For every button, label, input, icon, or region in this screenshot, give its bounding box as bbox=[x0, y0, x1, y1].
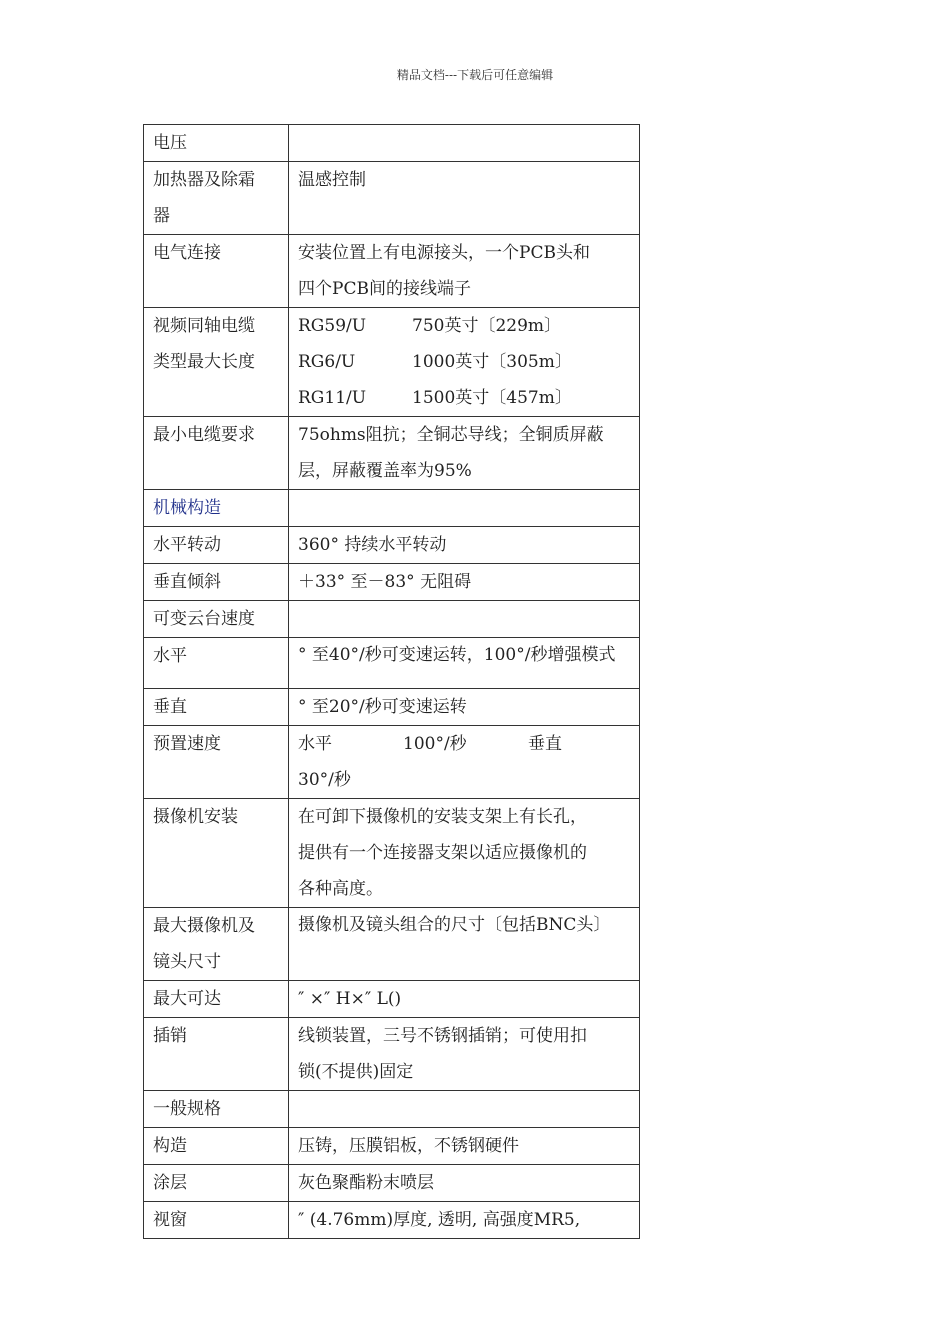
value-cell: 水平 100°/秒 垂直 30°/秒 bbox=[289, 726, 640, 799]
value-cell: 75ohms阻抗；全铜芯导线；全铜质屏蔽 层，屏蔽覆盖率为95% bbox=[289, 417, 640, 490]
key-cell: 最大摄像机及 镜头尺寸 bbox=[144, 908, 289, 981]
value-cell: ″ ×″ H×″ L() bbox=[289, 981, 640, 1018]
table-row bbox=[144, 908, 640, 981]
key-cell: 垂直 bbox=[144, 689, 289, 726]
table-row bbox=[144, 601, 640, 638]
table-row bbox=[144, 689, 640, 726]
table-row bbox=[144, 162, 640, 235]
key-cell: 最大可达 bbox=[144, 981, 289, 1018]
key-cell: 可变云台速度 bbox=[144, 601, 289, 638]
value-cell: 灰色聚酯粉末喷层 bbox=[289, 1165, 640, 1202]
value-cell bbox=[289, 1091, 640, 1128]
value-cell: 安装位置上有电源接头，一个PCB头和 四个PCB间的接线端子 bbox=[289, 235, 640, 308]
value-cell bbox=[289, 490, 640, 527]
value-cell bbox=[289, 125, 640, 162]
value-cell: ＋33° 至－83° 无阻碍 bbox=[289, 564, 640, 601]
table-row bbox=[144, 564, 640, 601]
key-cell: 摄像机安装 bbox=[144, 799, 289, 908]
key-cell: 最小电缆要求 bbox=[144, 417, 289, 490]
table-row bbox=[144, 417, 640, 490]
key-cell: 预置速度 bbox=[144, 726, 289, 799]
section-heading-mechanical: 机械构造 bbox=[144, 490, 289, 527]
table-row bbox=[144, 490, 640, 527]
key-cell: 水平转动 bbox=[144, 527, 289, 564]
value-cell: ″ (4.76mm)厚度, 透明, 高强度MR5, bbox=[289, 1202, 640, 1239]
table-row bbox=[144, 981, 640, 1018]
key-cell: 加热器及除霜 器 bbox=[144, 162, 289, 235]
section-heading-general: 一般规格 bbox=[144, 1091, 289, 1128]
table-row bbox=[144, 527, 640, 564]
table-row bbox=[144, 1128, 640, 1165]
table-row bbox=[144, 726, 640, 799]
value-cell: ° 至20°/秒可变速运转 bbox=[289, 689, 640, 726]
value-cell: 压铸，压膜铝板，不锈钢硬件 bbox=[289, 1128, 640, 1165]
value-cell bbox=[289, 601, 640, 638]
value-cell: 摄像机及镜头组合的尺寸〔包括BNC头〕 bbox=[289, 908, 640, 981]
value-cell: RG59/U 750英寸〔229m〕 RG6/U 1000英寸〔305m〕 RG11/U 1500英寸〔457m〕 bbox=[289, 308, 640, 417]
value-cell: ° 至40°/秒可变速运转，100°/秒增强模式 bbox=[289, 638, 640, 689]
table-row bbox=[144, 1091, 640, 1128]
key-cell: 构造 bbox=[144, 1128, 289, 1165]
key-cell: 涂层 bbox=[144, 1165, 289, 1202]
key-cell: 视窗 bbox=[144, 1202, 289, 1239]
spec-table bbox=[143, 124, 640, 1239]
table-row bbox=[144, 1202, 640, 1239]
value-cell: 在可卸下摄像机的安装支架上有长孔， 提供有一个连接器支架以适应摄像机的 各种高度。 bbox=[289, 799, 640, 908]
key-cell: 电压 bbox=[144, 125, 289, 162]
key-cell: 视频同轴电缆 类型最大长度 bbox=[144, 308, 289, 417]
value-cell: 360° 持续水平转动 bbox=[289, 527, 640, 564]
table-row bbox=[144, 799, 640, 908]
key-cell: 电气连接 bbox=[144, 235, 289, 308]
table-row bbox=[144, 235, 640, 308]
value-cell: 线锁装置，三号不锈钢插销；可使用扣 锁(不提供)固定 bbox=[289, 1018, 640, 1091]
value-cell: 温感控制 bbox=[289, 162, 640, 235]
key-cell: 水平 bbox=[144, 638, 289, 689]
table-row bbox=[144, 638, 640, 689]
key-cell: 插销 bbox=[144, 1018, 289, 1091]
page-header: 精品文档---下载后可任意编辑 bbox=[396, 68, 554, 82]
key-cell: 垂直倾斜 bbox=[144, 564, 289, 601]
table-row bbox=[144, 1165, 640, 1202]
table-row bbox=[144, 1018, 640, 1091]
table-row bbox=[144, 125, 640, 162]
table-row bbox=[144, 308, 640, 417]
